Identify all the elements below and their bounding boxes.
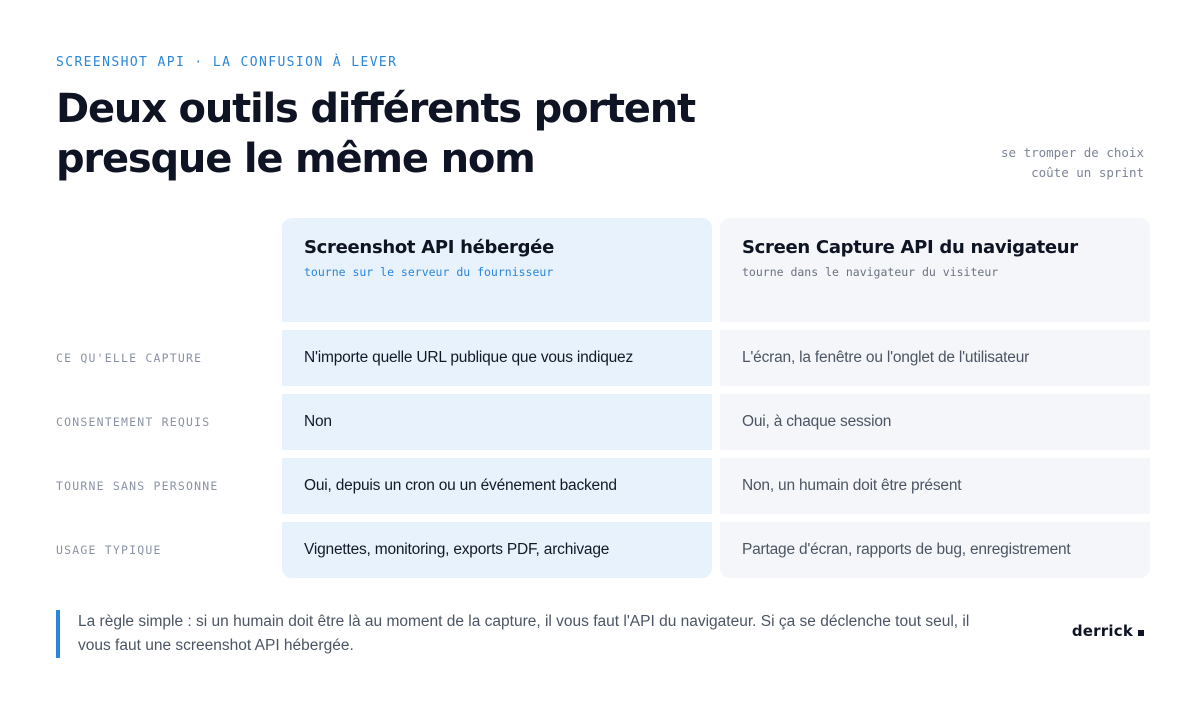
row-label: USAGE TYPIQUE xyxy=(56,543,162,557)
table-cell-hosted: Non xyxy=(282,394,712,450)
table-cell-browser: Non, un humain doit être présent xyxy=(720,458,1150,514)
column-title: Screen Capture API du navigateur xyxy=(742,237,1078,258)
square-icon xyxy=(1138,630,1144,636)
table-cell-browser: Partage d'écran, rapports de bug, enregistrement xyxy=(720,522,1150,578)
table-cell-browser: L'écran, la fenêtre ou l'onglet de l'utilisateur xyxy=(720,330,1150,386)
table-cell-hosted: Vignettes, monitoring, exports PDF, archivage xyxy=(282,522,712,578)
rule-callout: La règle simple : si un humain doit être là au moment de la capture, il vous faut l'API du navigateur. Si ça se déclenche tout seul, il vous faut une screenshot API hébergée. xyxy=(56,610,976,658)
column-header-hosted xyxy=(282,218,712,322)
column-subtitle: tourne sur le serveur du fournisseur xyxy=(304,265,554,279)
table-cell-hosted: Oui, depuis un cron ou un événement backend xyxy=(282,458,712,514)
aside-line: coûte un sprint xyxy=(1031,165,1144,180)
column-subtitle: tourne dans le navigateur du visiteur xyxy=(742,265,999,279)
row-label: CONSENTEMENT REQUIS xyxy=(56,415,211,429)
comparison-table xyxy=(56,218,1142,578)
column-title: Screenshot API hébergée xyxy=(304,237,554,258)
eyebrow: SCREENSHOT API · LA CONFUSION À LEVER xyxy=(56,55,398,70)
brand-logo xyxy=(1072,622,1144,640)
brand-name: derrick xyxy=(1071,622,1133,640)
row-label: CE QU'ELLE CAPTURE xyxy=(56,351,203,365)
table-corner xyxy=(56,218,274,322)
aside-note xyxy=(924,143,1144,183)
page-title: Deux outils différents portent presque le même nom xyxy=(56,86,695,182)
row-label: TOURNE SANS PERSONNE xyxy=(56,479,219,493)
table-cell-browser: Oui, à chaque session xyxy=(720,394,1150,450)
aside-line: se tromper de choix xyxy=(1001,145,1144,160)
column-header-browser xyxy=(720,218,1150,322)
table-cell-hosted: N'importe quelle URL publique que vous indiquez xyxy=(282,330,712,386)
